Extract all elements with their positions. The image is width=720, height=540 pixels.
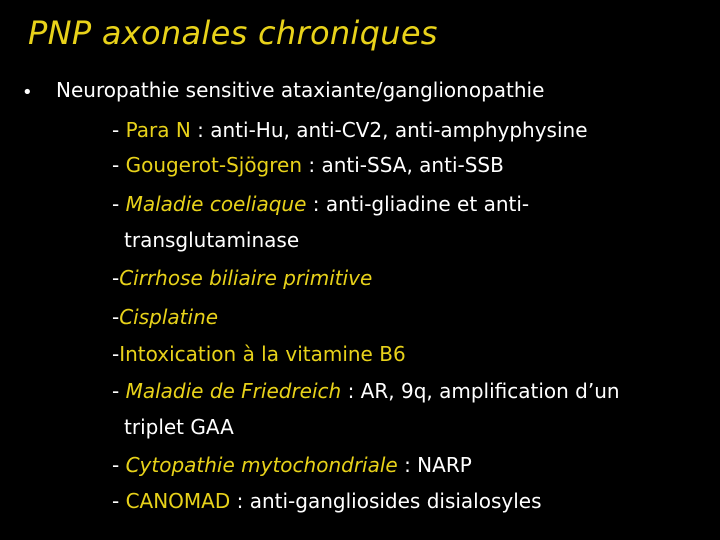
bullet-icon: • [22, 82, 33, 103]
item-label: Gougerot-Sjögren [125, 153, 303, 177]
item-label: Maladie de Friedreich [125, 379, 342, 403]
list-item-cytopathie [112, 453, 472, 477]
list-item-intoxication-b6 [112, 342, 406, 366]
item-prefix: - [112, 305, 120, 329]
list-item-cirrhose [112, 266, 372, 290]
item-prefix: - [112, 192, 126, 216]
bullet-text: Neuropathie sensitive ataxiante/ganglionopathie [56, 78, 545, 102]
item-detail: : anti-gangliosides disialosyles [230, 489, 542, 513]
list-item-continuation: transglutaminase [124, 228, 300, 252]
item-prefix: - [112, 153, 126, 177]
slide-title: PNP axonales chroniques [28, 14, 438, 52]
item-label: Cirrhose biliaire primitive [119, 266, 373, 290]
list-item-canomad [112, 489, 542, 513]
item-detail: : AR, 9q, amplification d’un [341, 379, 620, 403]
item-label: Para N [125, 118, 191, 142]
list-item-cisplatine [112, 305, 218, 329]
item-prefix: - [112, 266, 120, 290]
item-label: Intoxication à la vitamine B6 [119, 342, 406, 366]
item-prefix: - [112, 118, 126, 142]
list-item-maladie-coeliaque [112, 192, 529, 216]
item-label: Cytopathie mytochondriale [125, 453, 398, 477]
item-label: Cisplatine [119, 305, 219, 329]
list-item-gougerot-sjogren [112, 153, 504, 177]
item-detail: : anti-gliadine et anti- [306, 192, 530, 216]
item-prefix: - [112, 379, 126, 403]
item-detail: : anti-SSA, anti-SSB [302, 153, 504, 177]
item-detail: : anti-Hu, anti-CV2, anti-amphyphysine [190, 118, 588, 142]
item-label: CANOMAD [125, 489, 231, 513]
item-detail: : NARP [397, 453, 472, 477]
item-prefix: - [112, 342, 120, 366]
item-prefix: - [112, 489, 126, 513]
list-item-para-n [112, 118, 588, 142]
item-label: Maladie coeliaque [125, 192, 307, 216]
item-prefix: - [112, 453, 126, 477]
list-item-friedreich [112, 379, 620, 403]
list-item-continuation: triplet GAA [124, 415, 234, 439]
